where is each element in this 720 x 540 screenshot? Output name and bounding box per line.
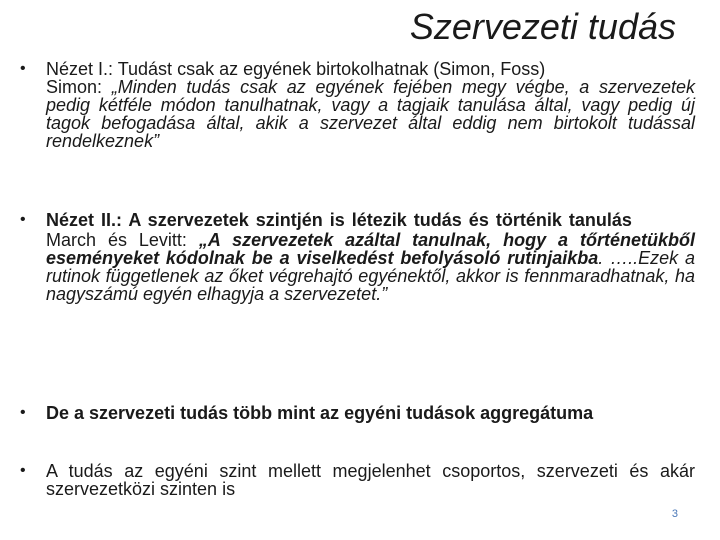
bullet-dot: • [20, 211, 26, 228]
levels-statement: A tudás az egyéni szint mellett megjelenhet csoportos, szervezeti és akár szervezetközi szinten is [46, 461, 695, 499]
march-levitt-label: March és Levitt: [46, 230, 199, 250]
bullet-dot: • [20, 404, 26, 421]
march-levitt-quote-rest: . …..Ezek a rutinok függetlenek az őket végrehajtó egyénektől, akkor is fennmaradhatnak, ha nagyszámú egyén elhagyja a szervezetet.” [46, 248, 695, 304]
march-levitt-quote-block [46, 231, 695, 303]
slide-title: Szervezeti tudás [409, 6, 676, 47]
bullet-body [46, 60, 695, 150]
bullet-levels [20, 462, 695, 498]
bullet-body [46, 211, 695, 303]
bullet-dot: • [20, 60, 26, 77]
simon-quote-block [46, 78, 695, 150]
simon-quote: „Minden tudás csak az egyének fejében megy végbe, a szervezetek pedig kétféle módon tanulhatnak, vagy a tagjaik tanulása által, vagy pedig új tagok befogadása által, akik a szervezet által eddig nem birtokolt tudással rendelkeznek” [46, 77, 696, 151]
page-number: 3 [671, 508, 678, 520]
view-1-statement: Nézet I.: Tudást csak az egyének birtokolhatnak (Simon, Foss) [46, 59, 546, 79]
bullet-view-1 [20, 60, 695, 150]
view-2-heading: Nézet II.: A szervezetek szintjén is létezik tudás és történik tanulás [46, 210, 632, 230]
bullet-view-2 [20, 211, 695, 303]
bullet-aggregate [20, 404, 695, 422]
simon-label: Simon: [46, 77, 112, 97]
aggregate-statement: De a szervezeti tudás több mint az egyéni tudások aggregátuma [46, 403, 594, 423]
bullet-dot: • [20, 462, 26, 479]
march-levitt-quote-bold: „A szervezetek azáltal tanulnak, hogy a tőrténetükből eseményeket kódolnak be a viselkedést befolyásoló rutinjaikba [46, 230, 695, 268]
